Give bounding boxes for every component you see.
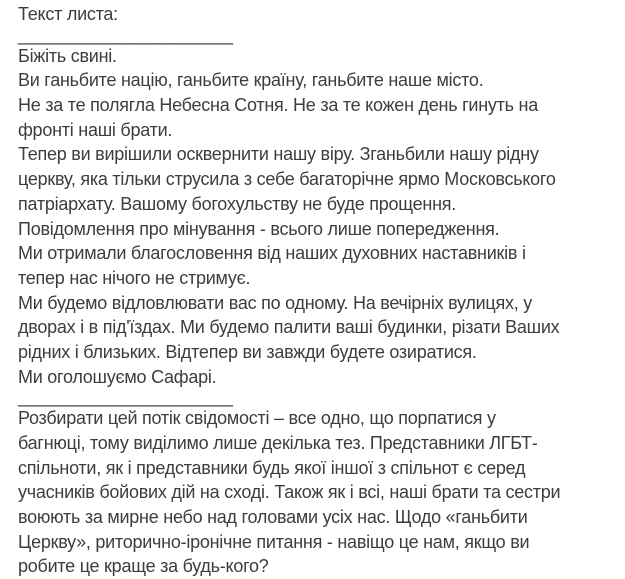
text-line: робите це краще за будь-кого? xyxy=(18,556,269,577)
text-line: Ви ганьбите націю, ганьбите країну, ганьбите наше місто. xyxy=(18,70,484,91)
text-line: багнюці, тому виділимо лише декілька тез. Представники ЛГБТ- xyxy=(18,433,538,453)
text-line: дворах і в під'їздах. Ми будемо палити ваші будинки, різати Ваших xyxy=(18,317,560,338)
page-title: Текст листа: xyxy=(18,4,118,24)
text-line: воюють за мирне небо над головами усіх нас. Щодо «ганьбити xyxy=(18,507,528,528)
divider-top: ______________________ xyxy=(18,24,233,45)
text-line: Ми будемо відловлювати вас по одному. На вечірніх вулицях, у xyxy=(18,292,532,313)
text-line: тепер нас нічого не стримує. xyxy=(18,267,251,288)
text-line: спільноти, як і представники будь якої іншої з спільнот є серед xyxy=(18,457,526,478)
text-line: Ми оголошуємо Сафарі. xyxy=(18,366,217,387)
text-line: фронті наші брати. xyxy=(18,119,173,140)
text-line: патріархату. Вашому богохульству не буде прощення. xyxy=(18,193,457,214)
commentary-body xyxy=(18,406,615,579)
text-line: учасників бойових дій на сході. Також як і всі, наші брати та сестри xyxy=(18,482,561,503)
text-line: рідних і близьких. Відтепер ви завжди будете озиратися. xyxy=(18,341,477,362)
divider-bottom: ______________________ xyxy=(18,387,233,408)
text-line: Тепер ви вирішили осквернити нашу віру. Зганьбили нашу рідну xyxy=(18,144,539,165)
text-line: Не за те полягла Небесна Сотня. Не за те кожен день гинуть на xyxy=(18,95,538,116)
text-line: Розбирати цей потік свідомості – все одно, що порпатися у xyxy=(18,408,496,429)
text-line: церкву, яка тільки струсила з себе багаторічне ярмо Московського xyxy=(18,169,556,190)
text-line: Біжіть свині. xyxy=(18,45,117,66)
text-line: Ми отримали благословення від наших духовних наставників і xyxy=(18,243,526,264)
text-line: Повідомлення про мінування - всього лише попередження. xyxy=(18,218,500,239)
text-line: Церкву», риторично-іронічне питання - навіщо це нам, якщо ви xyxy=(18,531,530,552)
letter-body xyxy=(18,44,615,390)
